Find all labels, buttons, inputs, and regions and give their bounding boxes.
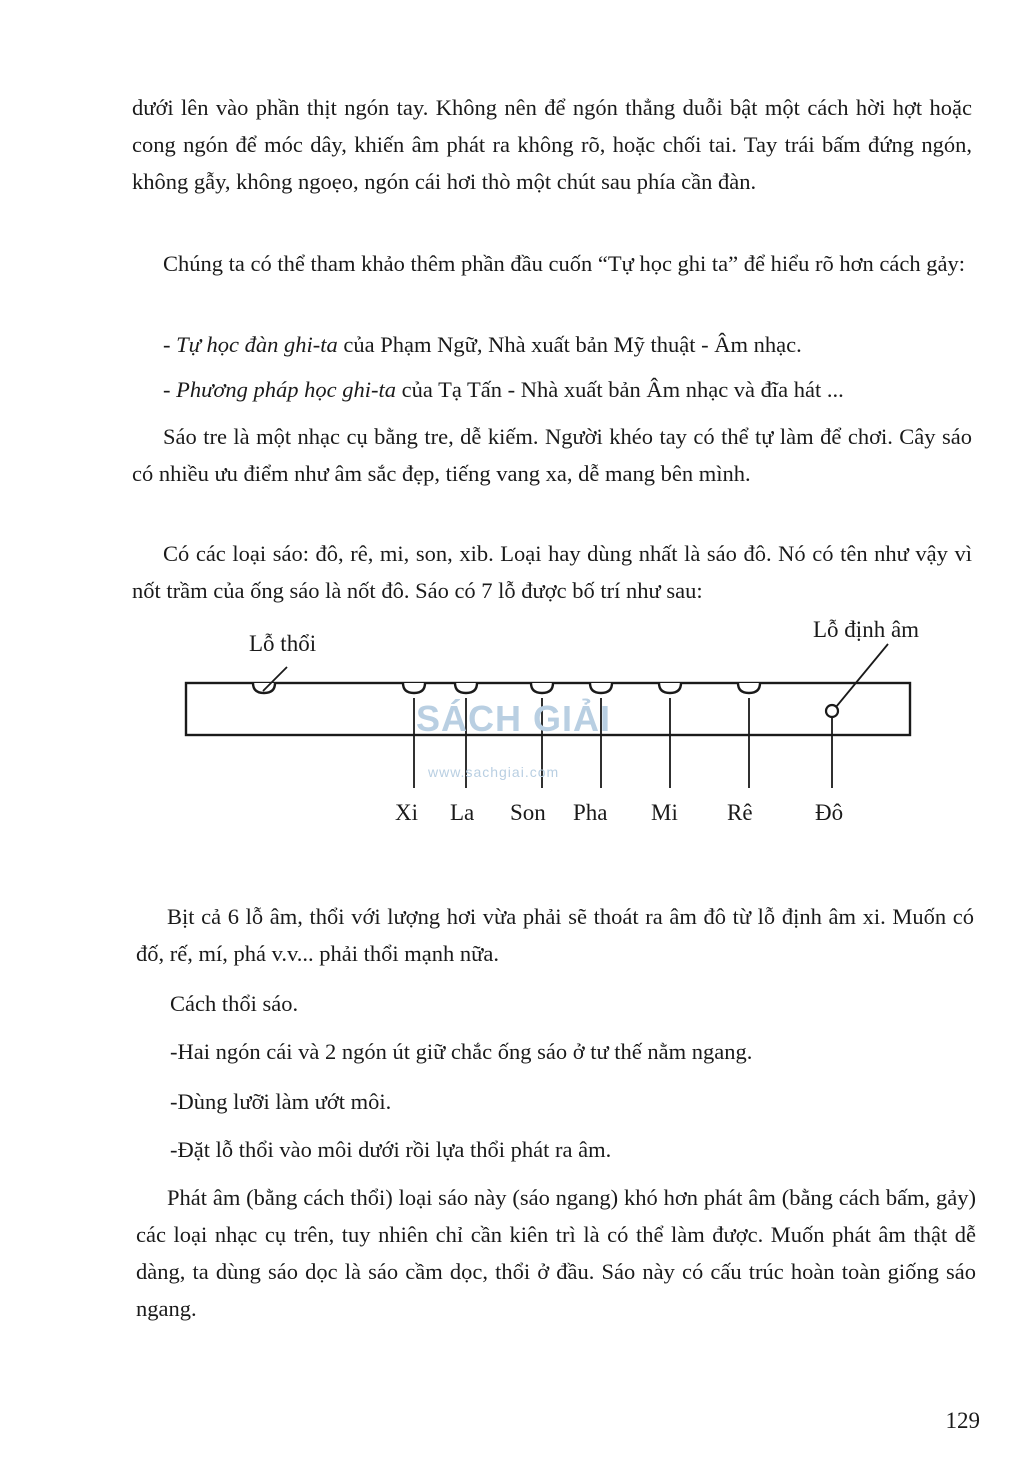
step-wet-lips: -Dùng lưỡi làm ướt môi. <box>170 1089 392 1114</box>
blow-hole-label: Lỗ thổi <box>249 631 317 656</box>
reference-dash: - <box>163 332 177 357</box>
step-hold-flute: -Hai ngón cái và 2 ngón út giữ chắc ống sáo ở tư thế nằm ngang. <box>170 1039 753 1064</box>
reference-title: Tự học đàn ghi-ta <box>176 332 338 357</box>
page-number: 129 <box>945 1408 980 1433</box>
note-label-pha: Pha <box>573 800 608 825</box>
note-label-re: Rê <box>727 800 753 825</box>
watermark-url: www.sachgiai.com <box>428 764 560 780</box>
blow-hole <box>253 683 275 693</box>
finger-hole-pha <box>590 683 612 693</box>
paragraph-vertical-flute: Phát âm (bằng cách thổi) loại sáo này (sáo ngang) khó hơn phát âm (bằng cách bấm, gảy) các loại nhạc cụ trên, tuy nhiên chỉ cần kiên trì là có thể làm được. Muốn phát âm thật dễ dàng, ta dùng sáo dọc là sáo cầm dọc, thổi ở đầu. Sáo này có cấu trúc hoàn toàn giống sáo ngang. <box>136 1185 976 1321</box>
reference-details: của Tạ Tấn - Nhà xuất bản Âm nhạc và đĩa hát ... <box>396 377 844 402</box>
heading-how-to-blow: Cách thổi sáo. <box>170 991 299 1016</box>
note-label-do: Đô <box>815 800 844 825</box>
note-label-la: La <box>450 800 475 825</box>
flute-diagram <box>0 600 1024 860</box>
reference-item-2 <box>163 371 973 408</box>
tuning-hole-label: Lỗ định âm <box>813 617 920 642</box>
paragraph-bamboo-flute: Sáo tre là một nhạc cụ bằng tre, dễ kiếm. Người khéo tay có thể tự làm để chơi. Cây sáo có nhiều ưu điểm như âm sắc đẹp, tiếng vang xa, dễ mang bên mình. <box>132 424 972 486</box>
paragraph-playing-notes: Bịt cả 6 lỗ âm, thổi với lượng hơi vừa phải sẽ thoát ra âm đô từ lỗ định âm xi. Muốn có đố, rế, mí, phá v.v... phải thổi mạnh nữa. <box>136 904 974 966</box>
finger-hole-re <box>738 683 760 693</box>
finger-hole-mi <box>659 683 681 693</box>
reference-dash: - <box>163 377 177 402</box>
finger-hole-la <box>455 683 477 693</box>
watermark-brand: SÁCH GIẢI <box>416 698 612 739</box>
tuning-hole-pointer <box>836 644 888 707</box>
paragraph-flute-types: Có các loại sáo: đô, rê, mi, son, xib. Loại hay dùng nhất là sáo đô. Nó có tên như vậy vì nốt trầm của ống sáo là nốt đô. Sáo có 7 lỗ được bố trí như sau: <box>132 541 972 603</box>
finger-hole-xi <box>403 683 425 693</box>
reference-item-1 <box>163 326 973 363</box>
step-blow: -Đặt lỗ thổi vào môi dưới rồi lựa thổi phát ra âm. <box>170 1137 612 1162</box>
reference-details: của Phạm Ngữ, Nhà xuất bản Mỹ thuật - Âm nhạc. <box>337 332 802 357</box>
note-label-xi: Xi <box>395 800 418 825</box>
paragraph-references-intro: Chúng ta có thể tham khảo thêm phần đầu cuốn “Tự học ghi ta” để hiểu rõ hơn cách gảy: <box>163 251 965 276</box>
note-label-son: Son <box>510 800 546 825</box>
paragraph-guitar-technique: dưới lên vào phần thịt ngón tay. Không nên để ngón thẳng duỗi bật một cách hời hợt hoặc cong ngón để móc dây, khiến âm phát ra không rõ, hoặc chối tai. Tay trái bấm đứng ngón, không gẫy, không ngoẹo, ngón cái hơi thò một chút sau phía cần đàn. <box>132 95 972 194</box>
note-label-mi: Mi <box>651 800 678 825</box>
finger-hole-son <box>531 683 553 693</box>
reference-title: Phương pháp học ghi-ta <box>176 377 397 402</box>
